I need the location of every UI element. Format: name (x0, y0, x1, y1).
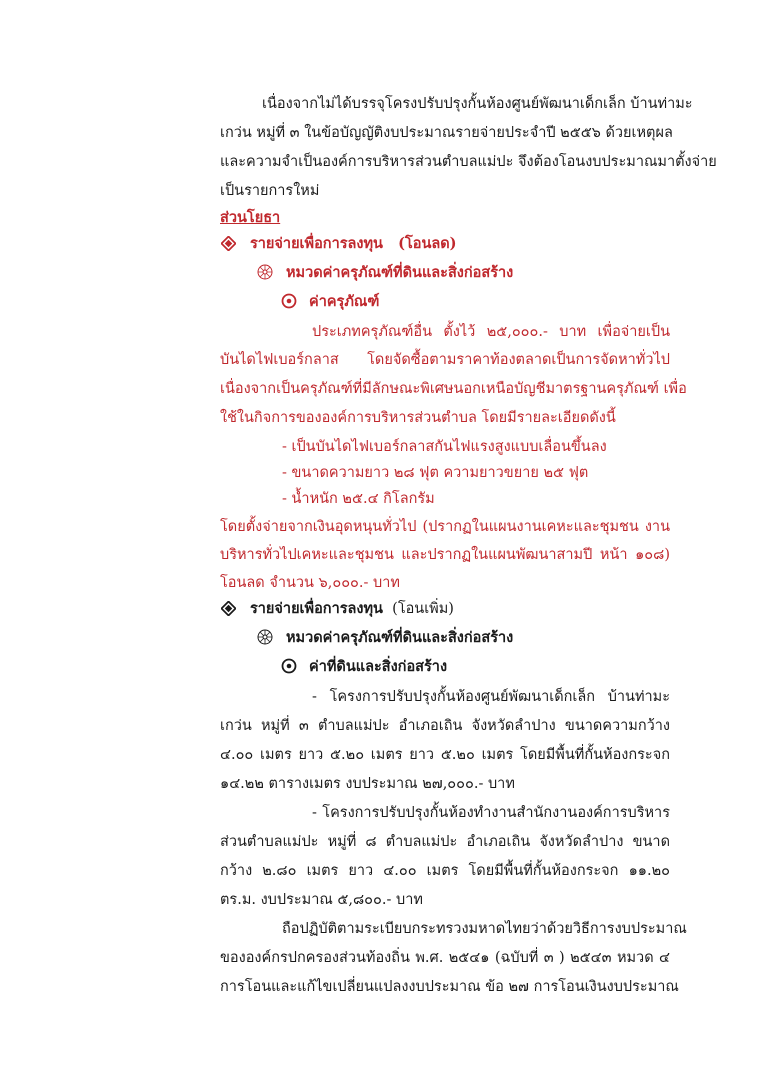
flower-bullet-icon (257, 629, 273, 645)
increase-category: หมวดค่าครุภัณฑ์ที่ดินและสิ่งก่อสร้าง (286, 629, 514, 646)
reduce-item-title (250, 234, 457, 254)
reduce-source-line-3: โอนลด จำนวน ๖,๐๐๐.- บาท (220, 575, 400, 591)
increase-p1-line-3: ๔.๐๐ เมตร ยาว ๕.๒๐ เมตร ยาว ๕.๒๐ เมตร โดยมีพื้นที่กั้นห้องกระจก (220, 747, 670, 763)
increase-subcategory: ค่าที่ดินและสิ่งก่อสร้าง (309, 658, 448, 675)
intro-line-3: และความจำเป็นองค์การบริหารส่วนตำบลแม่ปะ จึงต้องโอนงบประมาณมาตั้งจ่าย (220, 154, 717, 170)
increase-p2-line-3: กว้าง ๒.๘๐ เมตร ยาว ๔.๐๐ เมตร โดยมีพื้นที่กั้นห้องกระจก ๑๑.๒๐ (220, 863, 670, 879)
reduce-bullet-2: - ขนาดความยาว ๒๘ ฟุต ความยาวขยาย ๒๕ ฟุต (282, 465, 589, 481)
increase-p1-line-2: เกว่น หมู่ที่ ๓ ตำบลแม่ปะ อำเภอเถิน จังหวัดลำปาง ขนาดความกว้าง (220, 718, 670, 734)
reduce-para-line-1: ประเภทครุภัณฑ์อื่น ตั้งไว้ ๒๕,๐๐๐.- บาท เพื่อจ่ายเป็น (312, 324, 670, 340)
target-bullet-icon (281, 293, 297, 309)
reduce-subcategory: ค่าครุภัณฑ์ (309, 293, 380, 310)
regulation-line-1: ถือปฏิบัติตามระเบียบกระทรวงมหาดไทยว่าด้วยวิธีการงบประมาณ (282, 921, 687, 937)
increase-p2-line-1: - โครงการปรับปรุงกั้นห้องทำงานสำนักงานองค์การบริหาร (312, 805, 670, 821)
increase-item-tag: (โอนเพิ่ม) (392, 601, 454, 617)
increase-p2-line-4: ตร.ม. งบประมาณ ๕,๘๐๐.- บาท (220, 892, 423, 908)
regulation-line-2: ขององค์กรปกครองส่วนท้องถิ่น พ.ศ. ๒๕๔๑ (ฉบับที่ ๓ ) ๒๕๔๓ หมวด ๔ (220, 950, 670, 966)
increase-p1-line-1: - โครงการปรับปรุงกั้นห้องศูนย์พัฒนาเด็กเล็ก บ้านท่ามะ (312, 689, 670, 705)
increase-item-title-text: รายจ่ายเพื่อการลงทุน (250, 600, 383, 617)
diamond-bullet-icon (221, 601, 236, 616)
section-heading: ส่วนโยธา (220, 209, 281, 226)
reduce-bullet-1: - เป็นบันไดไฟเบอร์กลาสกันไฟแรงสูงแบบเลื่อนขึ้นลง (282, 439, 607, 455)
reduce-bullet-3: - น้ำหนัก ๒๕.๔ กิโลกรัม (282, 491, 435, 507)
reduce-source-line-1: โดยตั้งจ่ายจากเงินอุดหนุนทั่วไป (ปรากฏในแผนงานเคหะและชุมชน งาน (220, 519, 670, 535)
increase-item-title (250, 599, 454, 619)
reduce-source-line-2: บริหารทั่วไปเคหะและชุมชน และปรากฏในแผนพัฒนาสามปี หน้า ๑๐๘) (220, 547, 670, 563)
reduce-category: หมวดค่าครุภัณฑ์ที่ดินและสิ่งก่อสร้าง (286, 264, 514, 281)
increase-p2-line-2: ส่วนตำบลแม่ปะ หมู่ที่ ๘ ตำบลแม่ปะ อำเภอเถิน จังหวัดลำปาง ขนาด (220, 834, 670, 850)
increase-p1-line-4: ๑๔.๒๒ ตารางเมตร งบประมาณ ๒๗,๐๐๐.- บาท (220, 776, 515, 792)
flower-bullet-icon (257, 264, 273, 280)
intro-line-1: เนื่องจากไม่ได้บรรจุโครงปรับปรุงกั้นห้องศูนย์พัฒนาเด็กเล็ก บ้านท่ามะ (262, 96, 693, 112)
reduce-para-line-3: เนื่องจากเป็นครุภัณฑ์ที่มีลักษณะพิเศษนอกเหนือบัญชีมาตรฐานครุภัณฑ์ เพื่อ (220, 381, 687, 397)
target-bullet-icon (281, 658, 297, 674)
reduce-item-tag: (โอนลด) (398, 235, 457, 252)
intro-line-4: เป็นรายการใหม่ (220, 183, 320, 199)
regulation-line-3: การโอนและแก้ไขเปลี่ยนแปลงงบประมาณ ข้อ ๒๗ การโอนเงินงบประมาณ (220, 979, 679, 995)
reduce-para-line-4: ใช้ในกิจการขององค์การบริหารส่วนตำบล โดยมีรายละเอียดดังนี้ (220, 410, 616, 426)
intro-line-2: เกว่น หมู่ที่ ๓ ในข้อบัญญัติงบประมาณรายจ่ายประจำปี ๒๕๕๖ ด้วยเหตุผล (220, 125, 673, 141)
diamond-bullet-icon (221, 236, 236, 251)
reduce-para-line-2: บันไดไฟเบอร์กลาส โดยจัดซื้อตามราคาท้องตลาดเป็นการจัดหาทั่วไป (220, 352, 670, 368)
reduce-item-title-text: รายจ่ายเพื่อการลงทุน (250, 235, 383, 252)
